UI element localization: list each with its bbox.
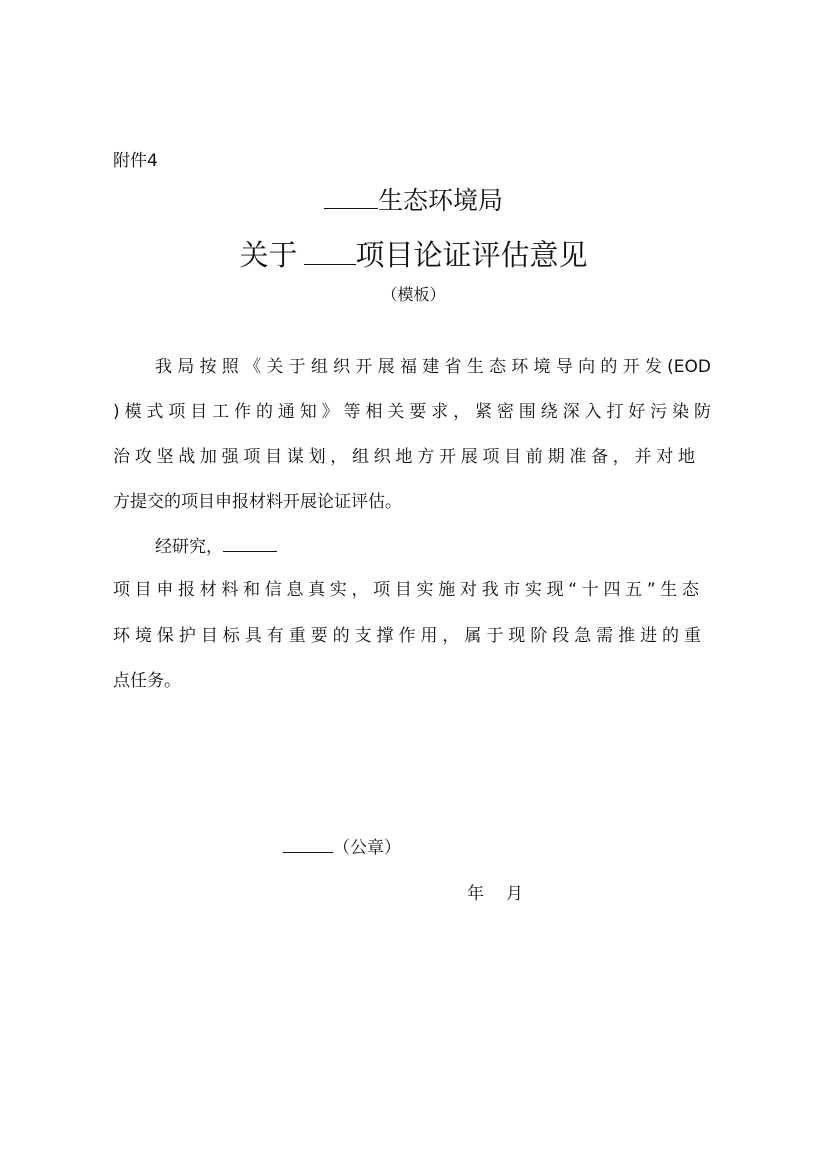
- title-opinion-text: 项目论证评估意见: [355, 238, 588, 272]
- title-about-text: 关于: [239, 238, 298, 272]
- paragraph1-line1: 我局按照《关于组织开展福建省生态环境导向的开发(EOD: [155, 357, 711, 377]
- study-line: [155, 535, 277, 559]
- study-conclusion-blank: [223, 550, 277, 552]
- paragraph1-line2: )模式项目工作的通知》等相关要求，紧密围绕深入打好污染防: [113, 402, 711, 422]
- bureau-name-blank: [324, 207, 378, 209]
- date-line: [467, 882, 523, 906]
- project-name-blank: [304, 263, 356, 265]
- paragraph2-line3: 点任务。: [113, 671, 181, 691]
- paragraph2-line1: 项目申报材料和信息真实，项目实施对我市实现“十四五”生态: [113, 580, 699, 600]
- paragraph2-line2: 环境保护目标具有重要的支撑作用，属于现阶段急需推进的重: [113, 626, 701, 646]
- study-prefix: 经研究，: [155, 537, 223, 557]
- paragraph1-line3: 治攻坚战加强项目谋划，组织地方开展项目前期准备，并对地: [113, 447, 695, 467]
- title-bureau-line: [0, 185, 827, 217]
- paragraph1-line4: 方提交的项目申报材料开展论证评估。: [113, 492, 402, 512]
- bureau-title-text: 生态环境局: [377, 186, 503, 215]
- seal-name-blank: [283, 851, 333, 853]
- date-year-label: 年: [467, 884, 484, 904]
- seal-line: [283, 836, 401, 860]
- title-opinion-line: [0, 236, 827, 274]
- template-label: （模板）: [381, 285, 446, 304]
- date-month-label: 月: [506, 884, 523, 904]
- attachment-label: 附件4: [113, 151, 158, 171]
- seal-label: （公章）: [333, 838, 401, 858]
